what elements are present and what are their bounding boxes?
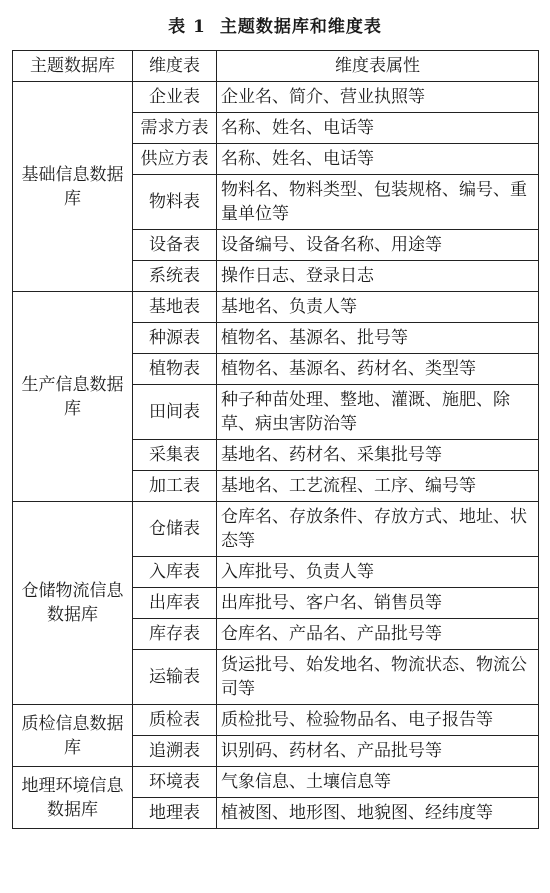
table-row — [13, 82, 539, 113]
attributes-cell: 植物名、基源名、批号等 — [217, 323, 539, 354]
attributes-cell: 基地名、负责人等 — [217, 292, 539, 323]
database-cell: 生产信息数据库 — [13, 292, 133, 502]
table-title: 主题数据库和维度表 — [219, 17, 382, 37]
attributes-cell: 仓库名、产品名、产品批号等 — [217, 619, 539, 650]
table-row — [13, 705, 539, 736]
attributes-cell: 植物名、基源名、药材名、类型等 — [217, 354, 539, 385]
database-cell: 地理环境信息数据库 — [13, 767, 133, 829]
attributes-cell: 入库批号、负责人等 — [217, 557, 539, 588]
attributes-cell: 基地名、药材名、采集批号等 — [217, 440, 539, 471]
attributes-cell: 名称、姓名、电话等 — [217, 113, 539, 144]
dimension-table-cell: 库存表 — [133, 619, 217, 650]
table-body — [13, 82, 539, 829]
table-number: 表 1 — [168, 17, 206, 37]
dimension-table-cell: 环境表 — [133, 767, 217, 798]
attributes-cell: 企业名、简介、营业执照等 — [217, 82, 539, 113]
attributes-cell: 质检批号、检验物品名、电子报告等 — [217, 705, 539, 736]
dimension-table-cell: 加工表 — [133, 471, 217, 502]
header-database: 主题数据库 — [13, 51, 133, 82]
database-cell: 质检信息数据库 — [13, 705, 133, 767]
dimension-table-cell: 基地表 — [133, 292, 217, 323]
dimension-table-cell: 出库表 — [133, 588, 217, 619]
attributes-cell: 操作日志、登录日志 — [217, 261, 539, 292]
dimension-table-cell: 入库表 — [133, 557, 217, 588]
dimension-table-cell: 需求方表 — [133, 113, 217, 144]
dimension-table-cell: 追溯表 — [133, 736, 217, 767]
header-row — [13, 51, 539, 82]
dimension-table-cell: 运输表 — [133, 650, 217, 705]
attributes-cell: 物料名、物料类型、包装规格、编号、重量单位等 — [217, 175, 539, 230]
attributes-cell: 出库批号、客户名、销售员等 — [217, 588, 539, 619]
dimension-table-cell: 供应方表 — [133, 144, 217, 175]
dimension-table-cell: 采集表 — [133, 440, 217, 471]
header-table: 维度表 — [133, 51, 217, 82]
dimension-table-cell: 种源表 — [133, 323, 217, 354]
attributes-cell: 名称、姓名、电话等 — [217, 144, 539, 175]
attributes-cell: 识别码、药材名、产品批号等 — [217, 736, 539, 767]
dimension-table-cell: 企业表 — [133, 82, 217, 113]
dimension-table-cell: 地理表 — [133, 798, 217, 829]
table-row — [13, 502, 539, 557]
attributes-cell: 仓库名、存放条件、存放方式、地址、状态等 — [217, 502, 539, 557]
attributes-cell: 基地名、工艺流程、工序、编号等 — [217, 471, 539, 502]
header-attributes: 维度表属性 — [217, 51, 539, 82]
attributes-cell: 设备编号、设备名称、用途等 — [217, 230, 539, 261]
dimension-table-cell: 质检表 — [133, 705, 217, 736]
database-cell: 仓储物流信息数据库 — [13, 502, 133, 705]
dimension-table — [12, 50, 539, 829]
dimension-table-cell: 设备表 — [133, 230, 217, 261]
attributes-cell: 货运批号、始发地名、物流状态、物流公司等 — [217, 650, 539, 705]
attributes-cell: 种子种苗处理、整地、灌溉、施肥、除草、病虫害防治等 — [217, 385, 539, 440]
dimension-table-cell: 系统表 — [133, 261, 217, 292]
dimension-table-cell: 植物表 — [133, 354, 217, 385]
dimension-table-cell: 物料表 — [133, 175, 217, 230]
dimension-table-cell: 田间表 — [133, 385, 217, 440]
table-row — [13, 292, 539, 323]
attributes-cell: 植被图、地形图、地貌图、经纬度等 — [217, 798, 539, 829]
table-row — [13, 767, 539, 798]
table-caption — [0, 12, 550, 37]
database-cell: 基础信息数据库 — [13, 82, 133, 292]
attributes-cell: 气象信息、土壤信息等 — [217, 767, 539, 798]
dimension-table-cell: 仓储表 — [133, 502, 217, 557]
